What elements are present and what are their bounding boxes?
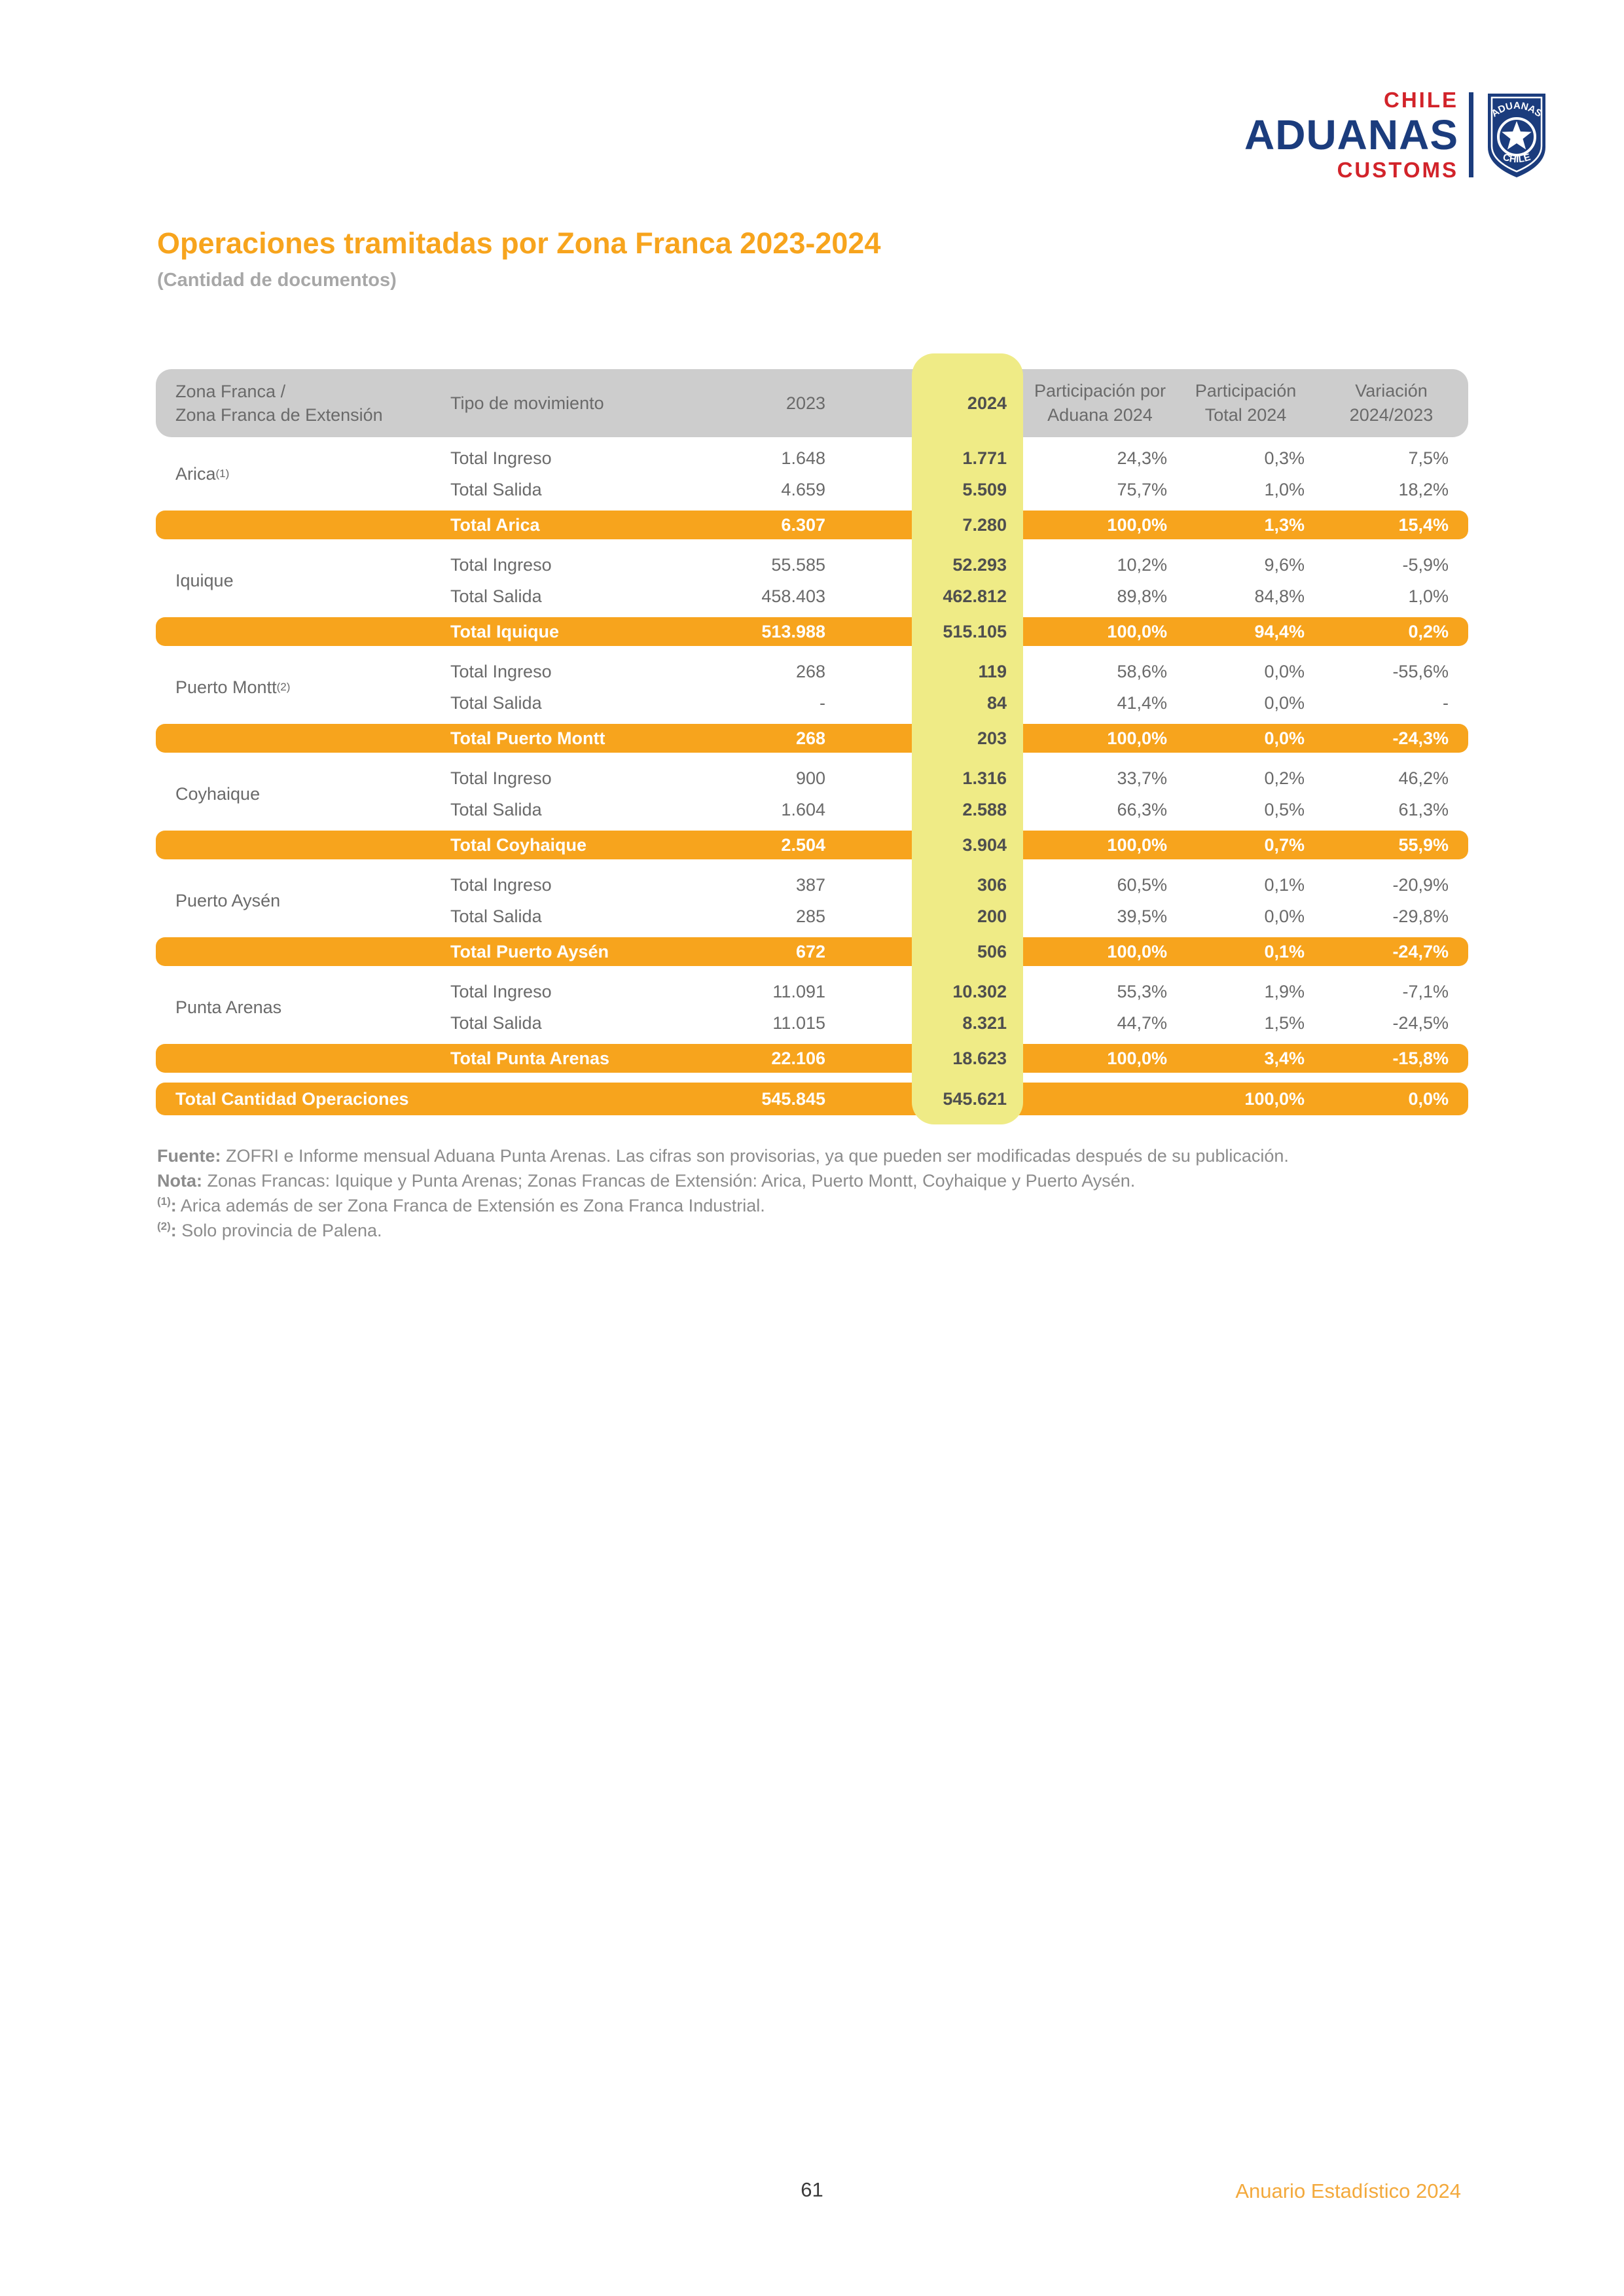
- cell-pa: 55,3%: [1117, 982, 1167, 1001]
- cell-tipo: Total Ingreso: [450, 875, 552, 895]
- cell-pa: 75,7%: [1117, 480, 1167, 499]
- zone-section-puerto-montt: [156, 656, 1468, 753]
- table-header-row: [156, 369, 1468, 437]
- total-label: Total Puerto Aysén: [450, 942, 609, 961]
- footnote-text: Arica además de ser Zona Franca de Extensión es Zona Franca Industrial.: [176, 1196, 765, 1215]
- cell-pt: 0,0%: [1264, 906, 1305, 926]
- total-cell-y2024: 18.623: [952, 1049, 1007, 1068]
- cell-tipo: Total Salida: [450, 906, 542, 926]
- total-cell-var: 0,2%: [1408, 622, 1449, 641]
- zone-label-text: Puerto Aysén: [175, 891, 281, 910]
- zone-data-rows: [156, 442, 1468, 505]
- header-participacion-total: Participación Total 2024: [1195, 381, 1297, 425]
- footnote-ref: (2): [157, 1220, 171, 1232]
- total-label: Total Punta Arenas: [450, 1049, 610, 1068]
- cell-y2023: 387: [795, 875, 825, 895]
- page-subtitle: (Cantidad de documentos): [157, 270, 397, 291]
- cell-y2023: 458.403: [761, 586, 825, 606]
- zone-total-row-puerto-montt: [156, 724, 1468, 753]
- zone-data-rows: [156, 976, 1468, 1039]
- zone-label-text: Iquique: [175, 571, 234, 590]
- zone-data-rows: [156, 869, 1468, 932]
- cell-tipo: Total Ingreso: [450, 448, 552, 468]
- header-2023: 2023: [785, 393, 825, 413]
- cell-empty: [156, 617, 450, 646]
- cell-var: -24,5%: [1392, 1013, 1449, 1033]
- cell-tipo: Total Ingreso: [450, 982, 552, 1001]
- page-number: 61: [801, 2178, 823, 2201]
- cell-var: -5,9%: [1402, 555, 1449, 575]
- footnote-text: Zonas Francas: Iquique y Punta Arenas; Zonas Francas de Extensión: Arica, Puerto Montt, Coyhaique y Puerto Aysén.: [202, 1171, 1136, 1191]
- zone-label-punta-arenas: [156, 976, 450, 1039]
- cell-y2024: 52.293: [952, 555, 1007, 575]
- zone-section-puerto-ays-n: [156, 869, 1468, 966]
- footnote-ref: (1): [157, 1195, 171, 1208]
- footnote-prefix: $^{(2)}$:: [157, 1220, 177, 1240]
- cell-pt: 1,5%: [1264, 1013, 1305, 1033]
- zone-total-row-puerto-ays-n: [156, 937, 1468, 966]
- cell-y2024: 8.321: [962, 1013, 1007, 1033]
- cell-var: 18,2%: [1398, 480, 1449, 499]
- total-cell-var: -15,8%: [1392, 1049, 1449, 1068]
- total-cell-pa: 100,0%: [1107, 942, 1167, 961]
- table-body: [156, 442, 1468, 1115]
- cell-y2024: 5.509: [962, 480, 1007, 499]
- header-tipo-movimiento: Tipo de movimiento: [450, 393, 604, 413]
- cell-y2023: 55.585: [771, 555, 825, 575]
- total-cell-pt: 94,4%: [1254, 622, 1305, 641]
- cell-empty: [156, 831, 450, 859]
- zone-section-iquique: [156, 549, 1468, 646]
- total-cell-y2024: 506: [977, 942, 1007, 961]
- total-cell-var: 55,9%: [1398, 835, 1449, 855]
- aduanas-shield-icon: [1484, 90, 1549, 180]
- cell-pt: 9,6%: [1264, 555, 1305, 575]
- zone-section-punta-arenas: [156, 976, 1468, 1073]
- cell-pt: 84,8%: [1254, 586, 1305, 606]
- total-cell-pa: 100,0%: [1107, 835, 1167, 855]
- cell-y2024: 462.812: [943, 586, 1007, 606]
- aduanas-logo-text: [1244, 89, 1458, 181]
- cell-tipo: Total Salida: [450, 480, 542, 499]
- cell-y2023: 1.648: [781, 448, 825, 468]
- cell-y2023: 268: [795, 662, 825, 681]
- cell-pt: 0,0%: [1264, 662, 1305, 681]
- cell-pt: 0,3%: [1264, 448, 1305, 468]
- footnote-prefix: Fuente:: [157, 1146, 221, 1166]
- total-cell-y2023: 6.307: [781, 515, 825, 535]
- grand-total-row: [156, 1083, 1468, 1115]
- grand-total-cell-y2024: 545.621: [943, 1089, 1007, 1109]
- total-cell-pt: 1,3%: [1264, 515, 1305, 535]
- cell-var: 46,2%: [1398, 768, 1449, 788]
- cell-tipo: Total Salida: [450, 693, 542, 713]
- svg-text:ADUANAS: ADUANAS: [1489, 99, 1544, 120]
- cell-pt: 0,5%: [1264, 800, 1305, 819]
- cell-pa: 24,3%: [1117, 448, 1167, 468]
- cell-pa: 58,6%: [1117, 662, 1167, 681]
- grand-total-cell-pa: [1023, 1083, 1177, 1115]
- cell-pt: 0,2%: [1264, 768, 1305, 788]
- footnote-prefix: $^{(1)}$:: [157, 1195, 177, 1215]
- cell-var: -20,9%: [1392, 875, 1449, 895]
- cell-var: 1,0%: [1408, 586, 1449, 606]
- zona-franca-table: [156, 369, 1468, 1115]
- total-label: Total Iquique: [450, 622, 559, 641]
- svg-text:CHILE: CHILE: [1501, 151, 1532, 166]
- footnote-prefix: Nota:: [157, 1171, 202, 1191]
- cell-var: -29,8%: [1392, 906, 1449, 926]
- zone-label-coyhaique: [156, 762, 450, 825]
- total-cell-y2023: 672: [795, 942, 825, 961]
- zone-label-text: Coyhaique: [175, 784, 261, 804]
- total-cell-y2023: 2.504: [781, 835, 825, 855]
- footnote-line-2: [157, 1172, 1289, 1190]
- cell-pa: 41,4%: [1117, 693, 1167, 713]
- cell-y2024: 84: [986, 693, 1007, 713]
- cell-pa: 39,5%: [1117, 906, 1167, 926]
- header-variacion: Variación 2024/2023: [1349, 381, 1434, 425]
- total-cell-y2023: 268: [795, 728, 825, 748]
- cell-empty: [156, 511, 450, 539]
- footnote-line-3: [157, 1196, 1289, 1215]
- grand-total-cell-var: 0,0%: [1408, 1089, 1449, 1109]
- aduanas-logo: [1244, 89, 1549, 181]
- cell-y2023: -: [820, 693, 825, 713]
- cell-tipo: Total Ingreso: [450, 662, 552, 681]
- cell-y2023: 900: [795, 768, 825, 788]
- cell-y2023: 4.659: [781, 480, 825, 499]
- cell-tipo: Total Salida: [450, 1013, 542, 1033]
- total-cell-pt: 0,7%: [1264, 835, 1305, 855]
- cell-tipo: Total Ingreso: [450, 555, 552, 575]
- zone-label-puerto-ays-n: [156, 869, 450, 932]
- cell-y2024: 200: [977, 906, 1007, 926]
- cell-pa: 66,3%: [1117, 800, 1167, 819]
- cell-y2023: 11.091: [772, 982, 825, 1001]
- cell-y2024: 1.316: [962, 768, 1007, 788]
- cell-tipo: Total Salida: [450, 586, 542, 606]
- cell-var: 61,3%: [1398, 800, 1449, 819]
- cell-y2024: 10.302: [952, 982, 1007, 1001]
- cell-tipo: Total Salida: [450, 800, 542, 819]
- zone-label-iquique: [156, 549, 450, 612]
- zone-section-arica: [156, 442, 1468, 539]
- cell-y2024: 2.588: [962, 800, 1007, 819]
- footnote-line-4: [157, 1221, 1289, 1240]
- zone-label-text: Punta Arenas: [175, 997, 282, 1017]
- header-2024: 2024: [967, 393, 1007, 413]
- total-cell-pa: 100,0%: [1107, 515, 1167, 535]
- zone-data-rows: [156, 549, 1468, 612]
- zone-data-rows: [156, 762, 1468, 825]
- total-cell-y2024: 3.904: [962, 835, 1007, 855]
- cell-pt: 0,0%: [1264, 693, 1305, 713]
- cell-var: 7,5%: [1408, 448, 1449, 468]
- cell-empty: [156, 937, 450, 966]
- cell-y2023: 1.604: [781, 800, 825, 819]
- total-cell-pt: 3,4%: [1264, 1049, 1305, 1068]
- total-cell-var: 15,4%: [1398, 515, 1449, 535]
- total-cell-y2023: 513.988: [761, 622, 825, 641]
- cell-pa: 10,2%: [1117, 555, 1167, 575]
- total-cell-y2024: 7.280: [962, 515, 1007, 535]
- footer-publication-label: Anuario Estadístico 2024: [1235, 2179, 1461, 2202]
- cell-var: -55,6%: [1392, 662, 1449, 681]
- cell-y2023: 11.015: [772, 1013, 825, 1033]
- total-label: Total Coyhaique: [450, 835, 587, 855]
- grand-total-label: Total Cantidad Operaciones: [175, 1089, 409, 1109]
- cell-pt: 0,1%: [1264, 875, 1305, 895]
- total-cell-y2024: 515.105: [943, 622, 1007, 641]
- total-label: Total Arica: [450, 515, 540, 535]
- cell-pa: 44,7%: [1117, 1013, 1167, 1033]
- header-zona-franca: Zona Franca / Zona Franca de Extensión: [175, 382, 383, 425]
- cell-pa: 89,8%: [1117, 586, 1167, 606]
- total-cell-y2024: 203: [977, 728, 1007, 748]
- total-cell-y2023: 22.106: [771, 1049, 825, 1068]
- footnotes: [157, 1147, 1289, 1246]
- zone-label-text: Puerto Montt: [175, 677, 277, 697]
- zone-label-puerto-montt: Puerto Montt (2): [175, 677, 291, 697]
- logo-chile-label: CHILE: [1384, 88, 1458, 112]
- header-participacion-aduana: Participación por Aduana 2024: [1034, 381, 1166, 425]
- grand-total-cell-y2023: 545.845: [761, 1089, 825, 1109]
- cell-y2024: 1.771: [962, 448, 1007, 468]
- total-cell-pa: 100,0%: [1107, 728, 1167, 748]
- cell-empty: [156, 1044, 450, 1073]
- cell-empty: [156, 724, 450, 753]
- cell-tipo: Total Ingreso: [450, 768, 552, 788]
- total-cell-var: -24,7%: [1392, 942, 1449, 961]
- cell-y2024: 119: [978, 662, 1007, 681]
- zone-total-row-arica: [156, 511, 1468, 539]
- zone-total-row-punta-arenas: [156, 1044, 1468, 1073]
- cell-var: -7,1%: [1402, 982, 1449, 1001]
- zone-label-text: Arica: [175, 464, 216, 484]
- zone-data-rows: [156, 656, 1468, 719]
- footnote-line-1: [157, 1147, 1289, 1165]
- cell-pt: 1,9%: [1264, 982, 1305, 1001]
- total-cell-pa: 100,0%: [1107, 1049, 1167, 1068]
- cell-y2023: 285: [795, 906, 825, 926]
- logo-divider-bar: [1469, 92, 1473, 177]
- total-label: Total Puerto Montt: [450, 728, 605, 748]
- cell-pa: 60,5%: [1117, 875, 1167, 895]
- logo-aduanas-label: ADUANAS: [1244, 111, 1458, 158]
- zone-total-row-coyhaique: [156, 831, 1468, 859]
- zone-label-arica: Arica (1): [175, 464, 230, 484]
- page-title: Operaciones tramitadas por Zona Franca 2023-2024: [157, 226, 881, 260]
- cell-pt: 1,0%: [1264, 480, 1305, 499]
- cell-var: -: [1443, 693, 1449, 713]
- cell-y2024: 306: [977, 875, 1007, 895]
- footnote-text: Solo provincia de Palena.: [176, 1221, 382, 1240]
- logo-customs-label: CUSTOMS: [1337, 158, 1458, 182]
- total-cell-pa: 100,0%: [1107, 622, 1167, 641]
- total-cell-var: -24,3%: [1392, 728, 1449, 748]
- total-cell-pt: 0,1%: [1264, 942, 1305, 961]
- cell-pa: 33,7%: [1117, 768, 1167, 788]
- zone-section-coyhaique: [156, 762, 1468, 859]
- footnote-text: ZOFRI e Informe mensual Aduana Punta Arenas. Las cifras son provisorias, ya que pueden ser modificadas después de su publicación.: [221, 1146, 1289, 1166]
- zone-total-row-iquique: [156, 617, 1468, 646]
- grand-total-cell-pt: 100,0%: [1244, 1089, 1305, 1109]
- total-cell-pt: 0,0%: [1264, 728, 1305, 748]
